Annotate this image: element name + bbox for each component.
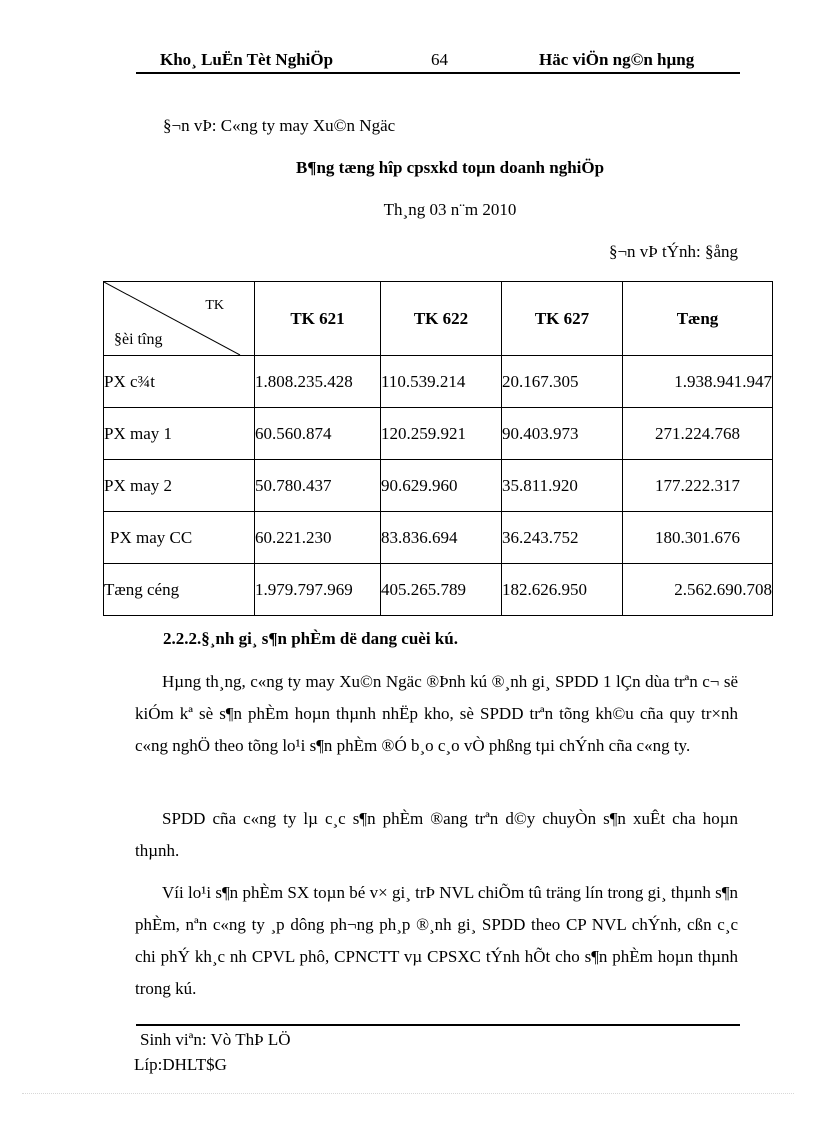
header-thesis-title: Kho¸ LuËn Tèt NghiÖp xyxy=(160,50,334,69)
table-row xyxy=(104,512,773,564)
footer-class: Líp:DHLT$G xyxy=(134,1055,227,1074)
table-title: B¶ng tæng hîp cpsxkd toµn doanh nghiÖp xyxy=(295,158,605,177)
table-date: Th¸ng 03 n¨m 2010 xyxy=(383,200,517,219)
table-cell: 20.167.305 xyxy=(502,356,623,408)
body-paragraph: Víi lo¹i s¶n phÈm SX toµn bé v× gi¸ trÞ NVL chiÕm tû träng lín trong gi¸ thµnh s¶n phÈm, nªn c«ng ty ¸p dông ph¬ng ph¸p ®¸nh gi¸ SPDD theo CP NVL chÝnh, cßn c¸c chi phÝ kh¸c nh CPVL phô, CPNCTT vµ CPSXC tÝnh hÕt cho s¶n phÈm hoµn thµnh trong kú. xyxy=(135,883,738,998)
table-row xyxy=(104,356,773,408)
table-cell: 1.979.797.969 xyxy=(255,564,381,616)
table-cell: 405.265.789 xyxy=(381,564,502,616)
row-label: PX may CC xyxy=(104,512,255,564)
table-corner-cell xyxy=(104,282,255,356)
cost-summary-table xyxy=(103,281,773,616)
table-cell: 50.780.437 xyxy=(255,460,381,512)
table-cell: 35.811.920 xyxy=(502,460,623,512)
table-cell: 180.301.676 xyxy=(623,512,773,564)
row-label: PX may 2 xyxy=(104,460,255,512)
column-header: TK 622 xyxy=(381,282,502,356)
body-paragraph: Hµng th¸ng, c«ng ty may Xu©n Ngäc ®Þnh kú ®¸nh gi¸ SPDD 1 lÇn dùa trªn c¬ së kiÓm kª sè s¶n phÈm hoµn thµnh nhËp kho, sè SPDD trªn tõng kh©u cña quy tr×nh c«ng nghÖ theo tõng lo¹i s¶n phÈm ®Ó b¸o c¸o vÒ phßng tµi chÝnh cña c«ng ty. xyxy=(135,672,738,755)
table-cell: 182.626.950 xyxy=(502,564,623,616)
table-row xyxy=(104,408,773,460)
table-cell: 110.539.214 xyxy=(381,356,502,408)
table-cell: 83.836.694 xyxy=(381,512,502,564)
table-cell: 90.403.973 xyxy=(502,408,623,460)
table-cell: 60.560.874 xyxy=(255,408,381,460)
table-header-row xyxy=(104,282,773,356)
table-total-row xyxy=(104,564,773,616)
footer-rule xyxy=(136,1024,740,1026)
header-page-number: 64 xyxy=(431,50,448,69)
corner-object-label: §èi tîng xyxy=(114,331,163,348)
table-cell: 1.808.235.428 xyxy=(255,356,381,408)
table-cell: 177.222.317 xyxy=(623,460,773,512)
table-cell: 36.243.752 xyxy=(502,512,623,564)
section-heading: 2.2.2.§¸nh gi¸ s¶n phÈm dë dang cuèi kú. xyxy=(163,629,458,648)
table-cell: 2.562.690.708 xyxy=(623,564,773,616)
table-cell: 90.629.960 xyxy=(381,460,502,512)
table-cell: 120.259.921 xyxy=(381,408,502,460)
unit-line: §¬n vÞ: C«ng ty may Xu©n Ngäc xyxy=(163,116,396,135)
table-row xyxy=(104,460,773,512)
column-header: TK 621 xyxy=(255,282,381,356)
header-rule xyxy=(136,72,740,74)
footer-student-name: Sinh viªn: Vò ThÞ LÖ xyxy=(140,1030,291,1049)
row-label: PX may 1 xyxy=(104,408,255,460)
column-header: TK 627 xyxy=(502,282,623,356)
unit-of-calculation: §¬n vÞ tÝnh: §ång xyxy=(608,242,738,261)
table-cell: 1.938.941.947 xyxy=(623,356,773,408)
page-header xyxy=(136,50,740,72)
row-label: PX c¾t xyxy=(104,356,255,408)
corner-account-label: TK xyxy=(205,298,224,313)
table-cell: 271.224.768 xyxy=(623,408,773,460)
row-label: Tæng céng xyxy=(104,564,255,616)
header-institution: Häc viÖn ng©n hµng xyxy=(539,50,695,69)
column-header: Tæng xyxy=(623,282,773,356)
table-cell: 60.221.230 xyxy=(255,512,381,564)
body-paragraph: SPDD cña c«ng ty lµ c¸c s¶n phÈm ®ang trªn d©y chuyÒn s¶n xuÊt cha hoµn thµnh. xyxy=(135,809,738,860)
page-bottom-divider xyxy=(22,1093,794,1094)
